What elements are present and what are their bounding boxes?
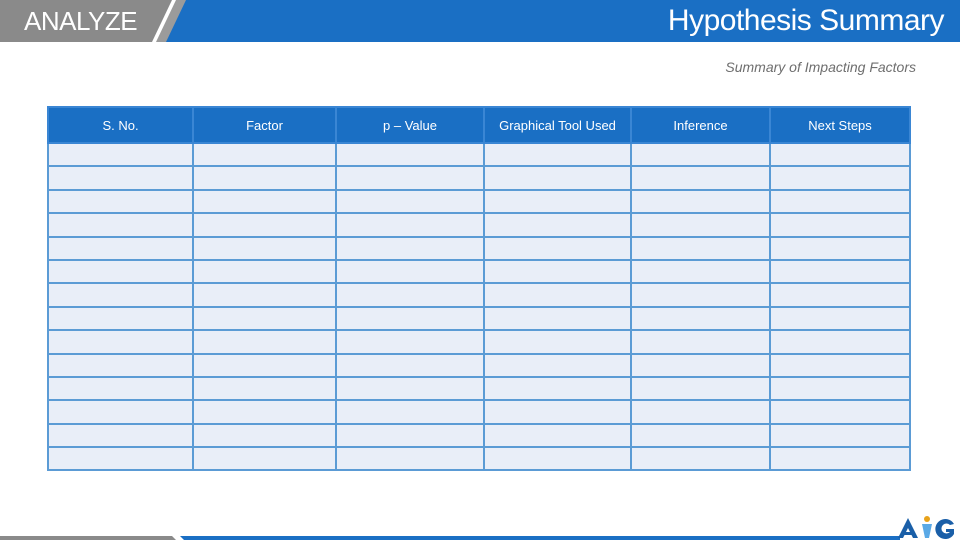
table-cell[interactable] (48, 143, 193, 166)
table-cell[interactable] (336, 237, 484, 260)
table-cell[interactable] (193, 190, 336, 213)
table-cell[interactable] (193, 447, 336, 470)
table-cell[interactable] (48, 377, 193, 400)
table-cell[interactable] (631, 260, 770, 283)
table-cell[interactable] (631, 330, 770, 353)
table-cell[interactable] (484, 190, 631, 213)
table-row (48, 143, 910, 166)
table-cell[interactable] (631, 166, 770, 189)
header-bar (0, 0, 960, 44)
table-cell[interactable] (484, 143, 631, 166)
table-cell[interactable] (484, 307, 631, 330)
hypothesis-table-container (47, 106, 909, 471)
column-header-graphical-tool: Graphical Tool Used (484, 107, 631, 143)
table-row (48, 330, 910, 353)
table-cell[interactable] (193, 330, 336, 353)
table-cell[interactable] (48, 307, 193, 330)
table-cell[interactable] (193, 213, 336, 236)
table-cell[interactable] (770, 143, 910, 166)
table-cell[interactable] (336, 377, 484, 400)
table-cell[interactable] (484, 400, 631, 423)
table-cell[interactable] (770, 400, 910, 423)
table-cell[interactable] (631, 307, 770, 330)
table-row (48, 400, 910, 423)
table-cell[interactable] (770, 190, 910, 213)
table-header-row (48, 107, 910, 143)
table-cell[interactable] (484, 354, 631, 377)
table-row (48, 377, 910, 400)
footer-shapes (0, 520, 960, 540)
table-cell[interactable] (48, 283, 193, 306)
table-cell[interactable] (193, 166, 336, 189)
table-row (48, 237, 910, 260)
table-cell[interactable] (336, 283, 484, 306)
table-cell[interactable] (770, 213, 910, 236)
table-cell[interactable] (193, 283, 336, 306)
table-cell[interactable] (631, 190, 770, 213)
table-cell[interactable] (770, 283, 910, 306)
table-cell[interactable] (48, 400, 193, 423)
table-cell[interactable] (631, 377, 770, 400)
table-cell[interactable] (770, 330, 910, 353)
table-cell[interactable] (631, 237, 770, 260)
table-body (48, 143, 910, 470)
table-cell[interactable] (770, 307, 910, 330)
table-cell[interactable] (631, 213, 770, 236)
table-cell[interactable] (631, 400, 770, 423)
section-label: ANALYZE (24, 6, 138, 36)
table-row (48, 307, 910, 330)
column-header-factor: Factor (193, 107, 336, 143)
table-cell[interactable] (193, 400, 336, 423)
table-cell[interactable] (193, 260, 336, 283)
table-row (48, 166, 910, 189)
table-cell[interactable] (770, 447, 910, 470)
page-subtitle: Summary of Impacting Factors (725, 59, 916, 75)
table-cell[interactable] (48, 424, 193, 447)
table-cell[interactable] (484, 424, 631, 447)
table-cell[interactable] (484, 330, 631, 353)
table-cell[interactable] (770, 237, 910, 260)
table-cell[interactable] (336, 447, 484, 470)
table-cell[interactable] (770, 354, 910, 377)
table-cell[interactable] (336, 330, 484, 353)
hypothesis-table (47, 106, 911, 471)
table-cell[interactable] (336, 143, 484, 166)
table-row (48, 424, 910, 447)
table-cell[interactable] (48, 330, 193, 353)
table-cell[interactable] (631, 354, 770, 377)
table-cell[interactable] (48, 260, 193, 283)
table-cell[interactable] (631, 424, 770, 447)
aig-logo-icon (896, 510, 958, 540)
table-cell[interactable] (193, 377, 336, 400)
table-cell[interactable] (48, 213, 193, 236)
table-cell[interactable] (770, 166, 910, 189)
footer-bar (0, 520, 960, 540)
table-cell[interactable] (484, 283, 631, 306)
column-header-next-steps: Next Steps (770, 107, 910, 143)
table-cell[interactable] (336, 260, 484, 283)
table-cell[interactable] (484, 166, 631, 189)
table-row (48, 213, 910, 236)
table-cell[interactable] (631, 447, 770, 470)
column-header-inference: Inference (631, 107, 770, 143)
table-cell[interactable] (193, 307, 336, 330)
table-cell[interactable] (484, 377, 631, 400)
table-cell[interactable] (484, 260, 631, 283)
table-cell[interactable] (484, 447, 631, 470)
table-cell[interactable] (336, 307, 484, 330)
page-title: Hypothesis Summary (667, 4, 944, 37)
table-cell[interactable] (336, 213, 484, 236)
table-row (48, 354, 910, 377)
table-cell[interactable] (48, 190, 193, 213)
table-cell[interactable] (484, 213, 631, 236)
table-cell[interactable] (770, 424, 910, 447)
table-row (48, 283, 910, 306)
table-cell[interactable] (631, 283, 770, 306)
table-cell[interactable] (770, 377, 910, 400)
table-cell[interactable] (631, 143, 770, 166)
column-header-s-no: S. No. (48, 107, 193, 143)
table-cell[interactable] (336, 424, 484, 447)
table-cell[interactable] (336, 400, 484, 423)
table-cell[interactable] (193, 424, 336, 447)
table-cell[interactable] (484, 237, 631, 260)
table-cell[interactable] (193, 143, 336, 166)
table-row (48, 447, 910, 470)
table-cell[interactable] (193, 354, 336, 377)
table-cell[interactable] (193, 237, 336, 260)
table-cell[interactable] (770, 260, 910, 283)
table-row (48, 260, 910, 283)
table-row (48, 190, 910, 213)
column-header-p-value: p – Value (336, 107, 484, 143)
table-cell[interactable] (336, 354, 484, 377)
table-cell[interactable] (48, 447, 193, 470)
table-cell[interactable] (48, 354, 193, 377)
table-cell[interactable] (48, 237, 193, 260)
table-cell[interactable] (336, 166, 484, 189)
table-cell[interactable] (48, 166, 193, 189)
table-cell[interactable] (336, 190, 484, 213)
